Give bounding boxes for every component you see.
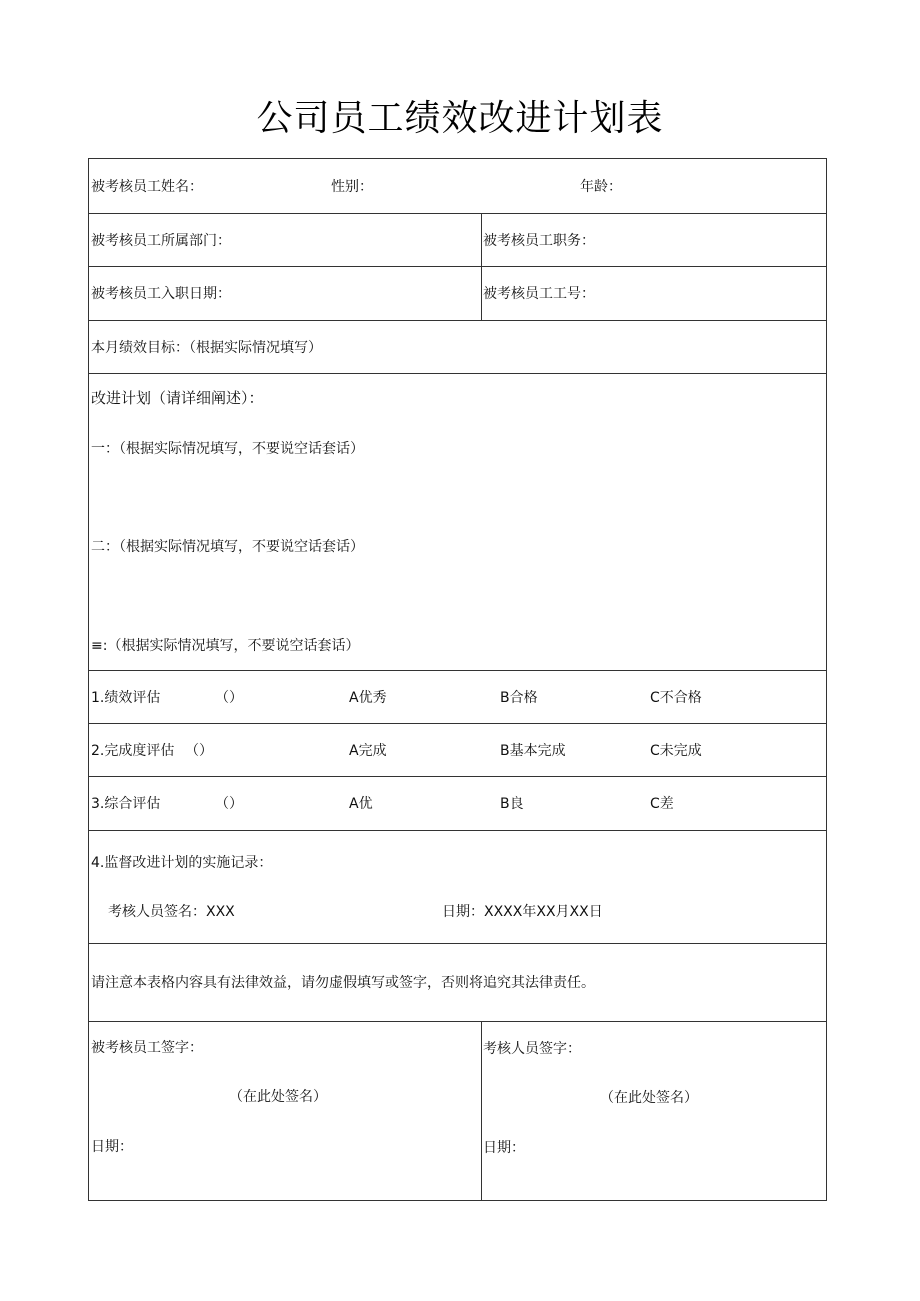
row-improvement-plan bbox=[89, 374, 826, 671]
row-evaluation-performance bbox=[89, 671, 826, 724]
option-b[interactable]: B合格 bbox=[500, 690, 538, 706]
option-a[interactable]: A优 bbox=[349, 796, 373, 812]
goal-label[interactable]: 本月绩效目标：（根据实际情况填写） bbox=[91, 340, 322, 356]
employee-sign-here[interactable]: （在此处签名） bbox=[229, 1089, 327, 1105]
plan-heading: 改进计划（请详细阐述）： bbox=[91, 389, 264, 407]
row-supervision-record bbox=[89, 831, 826, 944]
reviewer-date-label[interactable]: 日期： bbox=[483, 1140, 525, 1156]
hire-date-label[interactable]: 被考核员工入职日期： bbox=[91, 286, 231, 302]
page-title: 公司员工绩效改进计划表 bbox=[256, 98, 664, 139]
row-signatures bbox=[89, 1022, 826, 1200]
department-label[interactable]: 被考核员工所属部门： bbox=[91, 233, 231, 249]
evaluation-label: 2.完成度评估 bbox=[91, 743, 175, 759]
column-divider bbox=[481, 214, 482, 266]
option-a[interactable]: A完成 bbox=[349, 743, 387, 759]
plan-item-3[interactable]: ≡:（根据实际情况填写，不要说空话套话） bbox=[91, 638, 360, 654]
evaluation-answer-bracket[interactable]: （） bbox=[215, 690, 243, 706]
option-b[interactable]: B基本完成 bbox=[500, 743, 566, 759]
row-evaluation-completion bbox=[89, 724, 826, 777]
option-c[interactable]: C不合格 bbox=[650, 690, 702, 706]
plan-item-1[interactable]: 一：（根据实际情况填写，不要说空话套话） bbox=[91, 441, 364, 457]
age-label[interactable]: 年龄： bbox=[580, 179, 622, 195]
column-divider bbox=[481, 267, 482, 320]
row-department bbox=[89, 214, 826, 267]
evaluation-label: 1.绩效评估 bbox=[91, 690, 161, 706]
employee-signature-label: 被考核员工签字： bbox=[91, 1040, 203, 1056]
name-label[interactable]: 被考核员工姓名： bbox=[91, 179, 203, 195]
employee-id-label[interactable]: 被考核员工工号： bbox=[483, 286, 595, 302]
performance-improvement-form bbox=[88, 158, 827, 1201]
option-c[interactable]: C未完成 bbox=[650, 743, 702, 759]
row-goal bbox=[89, 321, 826, 374]
position-label[interactable]: 被考核员工职务： bbox=[483, 233, 595, 249]
option-b[interactable]: B良 bbox=[500, 796, 524, 812]
reviewer-sign-here[interactable]: （在此处签名） bbox=[600, 1090, 698, 1106]
row-hire-date bbox=[89, 267, 826, 321]
evaluation-answer-bracket[interactable]: （） bbox=[185, 743, 213, 759]
reviewer-signature-label: 考核人员签字： bbox=[483, 1041, 581, 1057]
legal-notice: 请注意本表格内容具有法律效益，请勿虚假填写或签字，否则将追究其法律责任。 bbox=[91, 975, 595, 991]
gender-label[interactable]: 性别： bbox=[331, 179, 373, 195]
employee-date-label[interactable]: 日期： bbox=[91, 1139, 133, 1155]
row-legal-notice bbox=[89, 944, 826, 1022]
supervision-date[interactable]: 日期：XXXX年XX月XX日 bbox=[442, 904, 603, 920]
supervision-label: 4.监督改进计划的实施记录： bbox=[91, 855, 273, 871]
option-c[interactable]: C差 bbox=[650, 796, 674, 812]
reviewer-sign[interactable]: 考核人员签名：XXX bbox=[108, 904, 235, 920]
evaluation-answer-bracket[interactable]: （） bbox=[215, 796, 243, 812]
evaluation-label: 3.综合评估 bbox=[91, 796, 161, 812]
option-a[interactable]: A优秀 bbox=[349, 690, 387, 706]
plan-item-2[interactable]: 二：（根据实际情况填写，不要说空话套话） bbox=[91, 539, 364, 555]
row-evaluation-overall bbox=[89, 777, 826, 831]
row-basic-info bbox=[89, 159, 826, 214]
column-divider bbox=[481, 1022, 482, 1200]
